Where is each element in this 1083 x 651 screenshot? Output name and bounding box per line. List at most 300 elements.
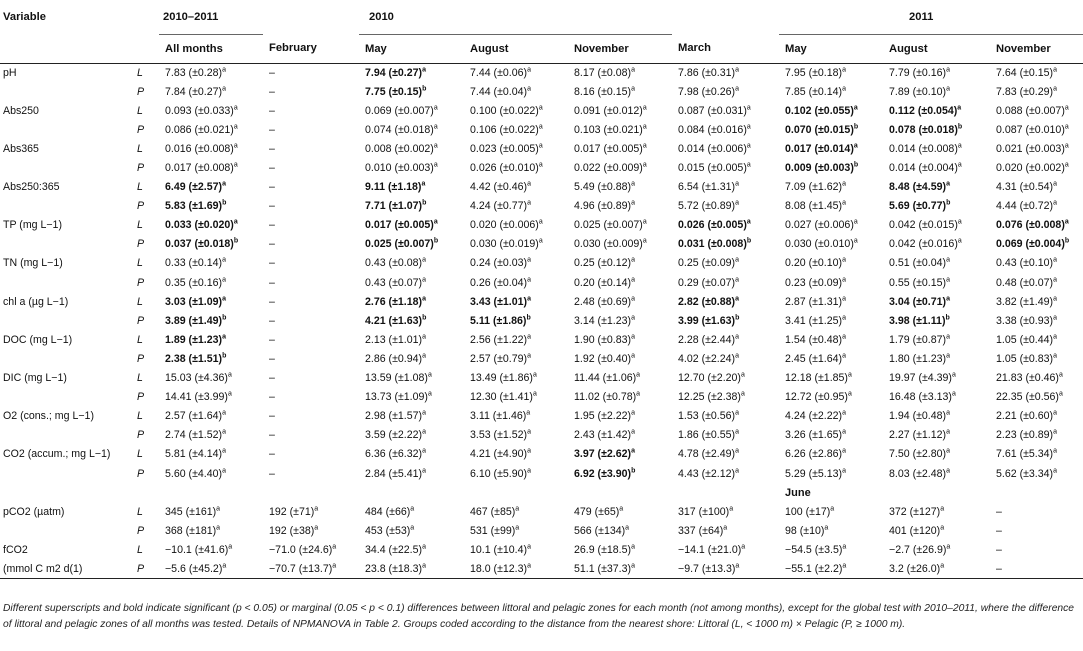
cell-value: 5.81 (±4.14) [165, 448, 223, 461]
significance-superscript: a [314, 524, 319, 532]
table-cell [464, 330, 568, 349]
cell-value: 368 (±181) [165, 524, 217, 537]
cell-value: 0.106 (±0.022) [470, 123, 539, 136]
table-cell [159, 292, 263, 311]
table-cell [779, 235, 883, 254]
table-cell [159, 369, 263, 388]
significance-superscript: b [526, 314, 531, 322]
cell-value: – [269, 314, 275, 327]
significance-superscript: a [619, 505, 624, 513]
cell-value: 0.100 (±0.022) [470, 104, 539, 117]
table-cell [990, 559, 1083, 578]
table-cell [359, 216, 464, 235]
cell-value: 2.82 (±0.88) [678, 295, 736, 308]
table-cell [672, 445, 779, 464]
table-header [0, 0, 1083, 63]
table-cell [568, 349, 672, 368]
cell-value: 23.8 (±18.3) [365, 562, 423, 575]
table-cell [464, 101, 568, 120]
table-cell [990, 445, 1083, 464]
table-cell [263, 311, 359, 330]
cell-value: 19.97 (±4.39) [889, 372, 952, 385]
significance-superscript: a [332, 562, 337, 570]
table-cell [159, 407, 263, 426]
variable-label [0, 82, 117, 101]
significance-superscript: a [332, 543, 337, 551]
cell-value: – [996, 562, 1002, 575]
significance-superscript: a [527, 256, 531, 264]
significance-superscript: a [842, 295, 846, 303]
cell-value: 8.16 (±0.15) [574, 85, 632, 98]
significance-superscript: a [1053, 428, 1057, 436]
significance-superscript: a [842, 562, 847, 570]
significance-superscript: a [1064, 161, 1069, 169]
cell-value: 8.03 (±2.48) [889, 467, 947, 480]
cell-value: – [269, 85, 275, 98]
table-row [0, 292, 1083, 311]
table-cell [359, 178, 464, 197]
significance-superscript: a [1053, 447, 1057, 455]
cell-value: 4.44 (±0.72) [996, 200, 1054, 213]
significance-superscript: b [945, 314, 950, 322]
significance-superscript: a [422, 428, 426, 436]
significance-superscript: b [746, 237, 752, 245]
significance-superscript: a [946, 295, 950, 303]
cell-value: 5.29 (±5.13) [785, 467, 843, 480]
cell-value: 0.030 (±0.019) [470, 238, 539, 251]
cell-value: 18.0 (±12.3) [470, 562, 528, 575]
cell-value: – [269, 352, 275, 365]
zone-label: P [137, 276, 145, 289]
table-cell [464, 445, 568, 464]
cell-value: 7.44 (±0.06) [470, 66, 528, 79]
significance-superscript: a [527, 66, 531, 74]
table-cell [883, 216, 990, 235]
significance-superscript: a [1053, 466, 1057, 474]
cell-value: 0.43 (±0.07) [365, 276, 423, 289]
table-cell [263, 139, 359, 158]
significance-superscript: a [842, 314, 846, 322]
table-cell [672, 120, 779, 139]
significance-superscript: a [222, 562, 227, 570]
table-cell [263, 216, 359, 235]
table-cell [263, 197, 359, 216]
significance-superscript: a [842, 447, 846, 455]
cell-value: – [269, 181, 275, 194]
significance-superscript: a [746, 142, 751, 150]
zone-label: L [137, 295, 143, 308]
cell-value: 1.05 (±0.44) [996, 333, 1054, 346]
sub-header-june: June [785, 486, 811, 499]
significance-superscript: a [527, 333, 531, 341]
table-row [0, 178, 1083, 197]
cell-value: 2.57 (±0.79) [470, 352, 528, 365]
significance-superscript: a [631, 66, 635, 74]
table-cell [883, 254, 990, 273]
cell-value: 2.74 (±1.52) [165, 429, 223, 442]
significance-superscript: a [527, 352, 531, 360]
cell-value: 3.98 (±1.11) [889, 314, 946, 327]
significance-superscript: a [538, 218, 543, 226]
cell-value: −10.1 (±41.6) [165, 543, 229, 556]
cell-value: 7.64 (±0.15) [996, 66, 1054, 79]
significance-superscript: a [1058, 371, 1063, 379]
table-cell [464, 120, 568, 139]
table-cell [779, 407, 883, 426]
table-cell [159, 273, 263, 292]
cell-value: 1.05 (±0.83) [996, 352, 1054, 365]
significance-superscript: a [842, 85, 846, 93]
cell-value: 479 (±65) [574, 505, 620, 518]
cell-value: 0.031 (±0.008) [678, 238, 747, 251]
table-cell [263, 235, 359, 254]
table-cell [464, 540, 568, 559]
cell-value: – [269, 448, 275, 461]
significance-superscript: a [746, 123, 751, 131]
significance-superscript: a [233, 123, 238, 131]
table-cell [990, 197, 1083, 216]
zone-label: L [137, 505, 143, 518]
col-header: August [464, 34, 568, 63]
table-cell [159, 216, 263, 235]
cell-value: – [269, 123, 275, 136]
cell-value: 4.24 (±0.77) [470, 200, 528, 213]
table-cell [779, 101, 883, 120]
variable-label: chl a (µg L−1) [3, 295, 69, 308]
cell-value: 0.037 (±0.018) [165, 238, 234, 251]
table-cell [263, 349, 359, 368]
table-cell [990, 330, 1083, 349]
table-cell [159, 158, 263, 177]
significance-superscript: a [735, 466, 739, 474]
zone-label: L [137, 543, 143, 556]
significance-superscript: a [222, 447, 226, 455]
table-cell [359, 101, 464, 120]
significance-superscript: a [642, 237, 647, 245]
significance-superscript: a [940, 524, 945, 532]
cell-value: 0.010 (±0.003) [365, 162, 434, 175]
table-cell [159, 559, 263, 578]
cell-value: 1.89 (±1.23) [165, 333, 223, 346]
significance-superscript: a [222, 428, 226, 436]
significance-superscript: a [527, 199, 531, 207]
table-cell [568, 235, 672, 254]
cell-value: 7.44 (±0.04) [470, 85, 528, 98]
table-cell [990, 407, 1083, 426]
significance-superscript: b [422, 199, 427, 207]
table-cell [779, 559, 883, 578]
significance-superscript: a [222, 466, 226, 474]
zone-label: L [137, 410, 143, 423]
table-cell [359, 502, 464, 521]
significance-superscript: a [842, 256, 846, 264]
significance-superscript: a [951, 371, 956, 379]
cell-value: 2.38 (±1.51) [165, 352, 223, 365]
significance-superscript: b [735, 314, 740, 322]
table-cell [359, 330, 464, 349]
cell-value: 7.89 (±0.10) [889, 85, 947, 98]
significance-superscript: a [740, 390, 745, 398]
table-cell [464, 559, 568, 578]
significance-superscript: a [735, 562, 740, 570]
table-cell [568, 388, 672, 407]
cell-value: −71.0 (±24.6) [269, 543, 333, 556]
significance-superscript: a [1053, 276, 1057, 284]
cell-value: 192 (±38) [269, 524, 315, 537]
significance-superscript: a [957, 237, 962, 245]
cell-value: 16.48 (±3.13) [889, 391, 952, 404]
table-cell [779, 139, 883, 158]
cell-value: 6.54 (±1.31) [678, 181, 736, 194]
table-cell [359, 139, 464, 158]
variable-label [0, 521, 117, 540]
significance-superscript: a [422, 447, 426, 455]
cell-value: −9.7 (±13.3) [678, 562, 736, 575]
cell-value: 3.03 (±1.09) [165, 295, 223, 308]
significance-superscript: a [746, 218, 751, 226]
cell-value: 0.43 (±0.08) [365, 257, 423, 270]
significance-superscript: a [842, 276, 846, 284]
table-cell [990, 235, 1083, 254]
significance-superscript: a [538, 237, 543, 245]
table-cell [568, 521, 672, 540]
significance-superscript: a [233, 142, 238, 150]
table-cell [464, 369, 568, 388]
col-header: November [990, 34, 1083, 63]
table-cell [883, 82, 990, 101]
table-cell [263, 254, 359, 273]
table-cell [263, 540, 359, 559]
significance-superscript: a [847, 371, 852, 379]
cell-value: 0.48 (±0.07) [996, 276, 1054, 289]
table-cell [464, 426, 568, 445]
table-cell [779, 330, 883, 349]
significance-superscript: a [515, 524, 520, 532]
cell-value: 0.51 (±0.04) [889, 257, 947, 270]
table-cell [263, 292, 359, 311]
cell-value: 6.49 (±2.57) [165, 181, 223, 194]
significance-superscript: b [222, 199, 227, 207]
cell-value: 0.088 (±0.007) [996, 104, 1065, 117]
variable-label: pH [3, 66, 17, 79]
cell-value: 7.61 (±5.34) [996, 448, 1054, 461]
table-cell [263, 158, 359, 177]
cell-value: 0.025 (±0.007) [574, 219, 643, 232]
cell-value: 1.94 (±0.48) [889, 410, 947, 423]
significance-superscript: a [946, 428, 950, 436]
significance-superscript: a [532, 371, 537, 379]
table-cell [263, 388, 359, 407]
variable-label: Abs365 [3, 142, 39, 155]
significance-superscript: a [1058, 390, 1063, 398]
cell-value: 3.14 (±1.23) [574, 314, 632, 327]
table-cell [883, 235, 990, 254]
cell-value: 1.79 (±0.87) [889, 333, 947, 346]
table-cell [568, 407, 672, 426]
significance-superscript: a [631, 562, 635, 570]
significance-superscript: a [631, 85, 635, 93]
cell-value: 98 (±10) [785, 524, 825, 537]
table-cell [568, 330, 672, 349]
significance-superscript: a [735, 256, 739, 264]
table-cell [779, 158, 883, 177]
sub-header-row [0, 483, 1083, 502]
table-cell [779, 349, 883, 368]
cell-value: 4.31 (±0.54) [996, 181, 1054, 194]
table-cell [568, 158, 672, 177]
cell-value: 4.78 (±2.49) [678, 448, 736, 461]
cell-value: – [269, 162, 275, 175]
table-cell [568, 101, 672, 120]
table-cell [359, 197, 464, 216]
table-cell [359, 120, 464, 139]
cell-value: 7.75 (±0.15) [365, 85, 423, 98]
significance-superscript: a [842, 352, 846, 360]
cell-value: 1.54 (±0.48) [785, 333, 843, 346]
col-header: November [568, 34, 672, 63]
cell-value: 12.72 (±0.95) [785, 391, 848, 404]
table-cell [159, 388, 263, 407]
table-cell [263, 330, 359, 349]
significance-superscript: a [631, 314, 635, 322]
table-cell [464, 292, 568, 311]
col-header: August [883, 34, 990, 63]
table-cell [672, 502, 779, 521]
cell-value: 3.38 (±0.93) [996, 314, 1054, 327]
table-cell [883, 426, 990, 445]
table-cell [672, 388, 779, 407]
significance-superscript: a [422, 276, 426, 284]
significance-superscript: b [1064, 237, 1070, 245]
table-cell [263, 273, 359, 292]
significance-superscript: a [515, 505, 520, 513]
table-cell [159, 82, 263, 101]
table-cell [159, 63, 263, 82]
table-cell [359, 82, 464, 101]
significance-superscript: a [631, 428, 635, 436]
cell-value: 531 (±99) [470, 524, 516, 537]
significance-superscript: a [842, 428, 846, 436]
table-row [0, 235, 1083, 254]
table-cell [779, 540, 883, 559]
significance-superscript: a [631, 295, 635, 303]
table-cell [359, 464, 464, 483]
cell-value: 22.35 (±0.56) [996, 391, 1059, 404]
cell-value: 13.59 (±1.08) [365, 372, 428, 385]
cell-value: – [269, 467, 275, 480]
table-cell [883, 197, 990, 216]
table-row [0, 101, 1083, 120]
table-cell [359, 63, 464, 82]
cell-value: 2.13 (±1.01) [365, 333, 423, 346]
cell-value: 11.02 (±0.78) [574, 391, 637, 404]
significance-superscript: a [842, 543, 847, 551]
cell-value: 0.030 (±0.010) [785, 238, 854, 251]
significance-superscript: a [642, 142, 647, 150]
significance-superscript: a [233, 104, 238, 112]
table-cell [672, 292, 779, 311]
table-cell [672, 101, 779, 120]
cell-value: 0.26 (±0.04) [470, 276, 528, 289]
cell-value: 34.4 (±22.5) [365, 543, 423, 556]
table-cell [359, 559, 464, 578]
cell-value: 13.73 (±1.09) [365, 391, 428, 404]
table-cell [568, 178, 672, 197]
cell-value: 0.017 (±0.014) [785, 142, 854, 155]
cell-value: 0.086 (±0.021) [165, 123, 234, 136]
cell-value: 345 (±161) [165, 505, 217, 518]
table-cell [159, 101, 263, 120]
cell-value: 0.017 (±0.005) [574, 142, 643, 155]
significance-superscript: a [740, 371, 745, 379]
significance-superscript: a [222, 295, 226, 303]
significance-superscript: a [527, 85, 531, 93]
cell-value: 3.53 (±1.52) [470, 429, 528, 442]
significance-superscript: a [735, 352, 739, 360]
cell-value: – [269, 104, 275, 117]
table-cell [359, 540, 464, 559]
significance-superscript: a [227, 390, 232, 398]
significance-superscript: a [527, 428, 531, 436]
significance-superscript: a [422, 66, 426, 74]
significance-superscript: a [538, 104, 543, 112]
cell-value: 0.027 (±0.006) [785, 219, 854, 232]
table-cell [779, 120, 883, 139]
significance-superscript: a [1064, 104, 1069, 112]
significance-superscript: a [946, 447, 950, 455]
cell-value: 0.43 (±0.10) [996, 257, 1054, 270]
table-cell [464, 158, 568, 177]
table-cell [990, 292, 1083, 311]
significance-superscript: a [853, 142, 858, 150]
significance-superscript: a [642, 123, 647, 131]
cell-value: 2.43 (±1.42) [574, 429, 632, 442]
cell-value: 2.56 (±1.22) [470, 333, 528, 346]
significance-superscript: a [527, 276, 531, 284]
cell-value: 0.33 (±0.14) [165, 257, 223, 270]
cell-value: – [269, 391, 275, 404]
cell-value: −5.6 (±45.2) [165, 562, 223, 575]
significance-superscript: a [735, 409, 739, 417]
significance-superscript: a [538, 161, 543, 169]
significance-superscript: a [422, 543, 426, 551]
table-cell [359, 273, 464, 292]
table-cell [779, 445, 883, 464]
table-row [0, 445, 1083, 464]
zone-label: P [137, 314, 145, 327]
cell-value: 1.53 (±0.56) [678, 410, 736, 423]
cell-value: 1.90 (±0.83) [574, 333, 632, 346]
cell-value: 0.25 (±0.09) [678, 257, 736, 270]
cell-value: −2.7 (±26.9) [889, 543, 947, 556]
cell-value: 0.009 (±0.003) [785, 162, 854, 175]
cell-value: 12.70 (±2.20) [678, 372, 741, 385]
cell-value: – [269, 333, 275, 346]
zone-label: L [137, 219, 143, 232]
cell-value: 8.48 (±4.59) [889, 181, 947, 194]
cell-value: 0.076 (±0.008) [996, 219, 1065, 232]
col-header: March [672, 34, 779, 63]
zone-label: P [137, 200, 145, 213]
table-body [0, 63, 1083, 578]
significance-superscript: a [842, 466, 846, 474]
cell-value: 7.71 (±1.07) [365, 200, 423, 213]
significance-superscript: a [422, 352, 426, 360]
table-cell [990, 178, 1083, 197]
significance-superscript: a [735, 180, 739, 188]
significance-superscript: a [433, 142, 438, 150]
table-cell [159, 139, 263, 158]
